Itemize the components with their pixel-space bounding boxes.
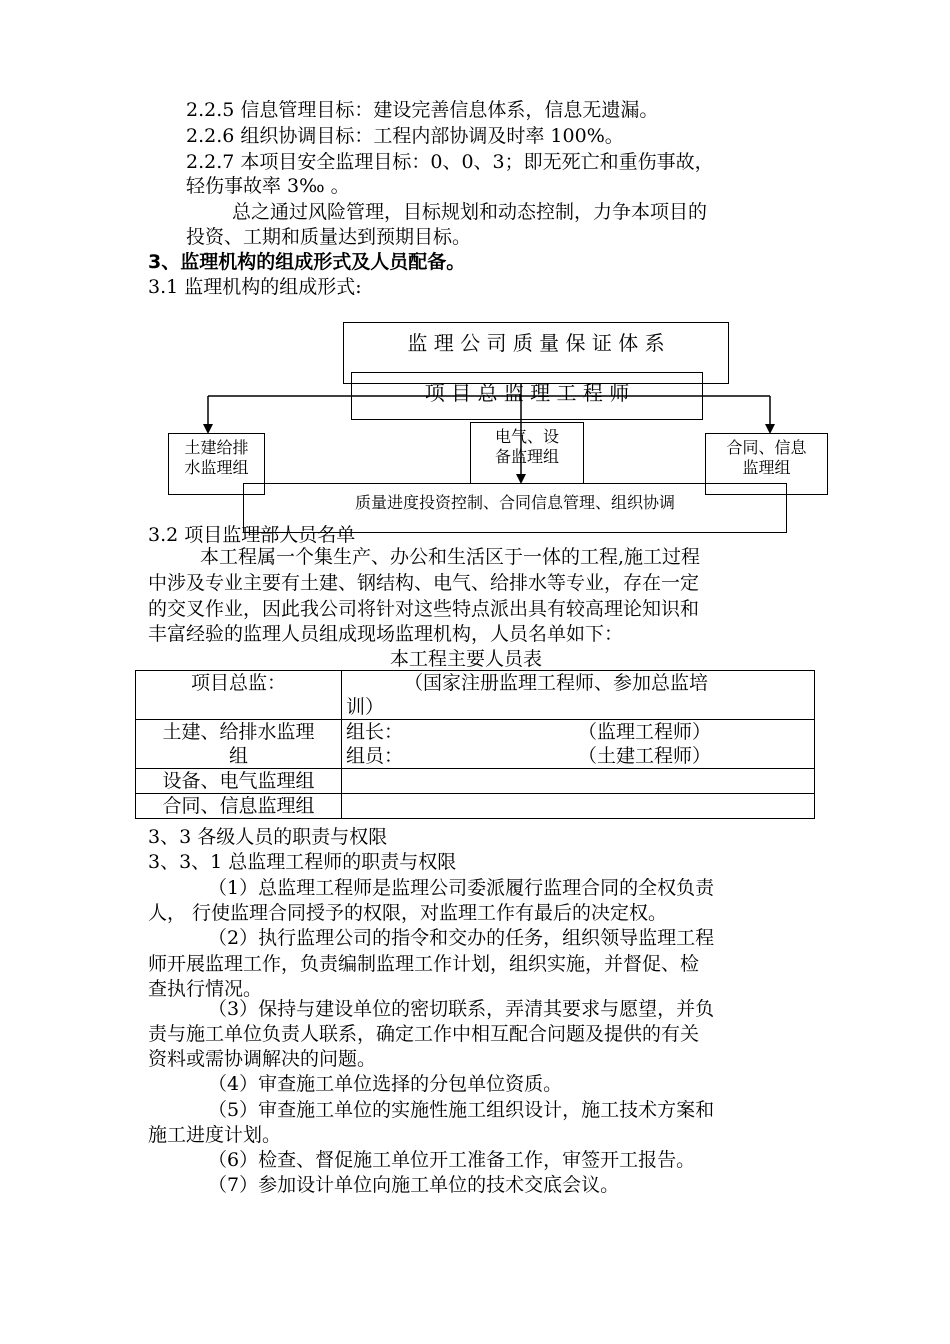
control-coordination-label: 质量进度投资控制、合同信息管理、组织协调 xyxy=(354,493,675,512)
civil-drainage-group-label: 土建给排 水监理组 xyxy=(184,438,249,477)
duty-2-line-1: （2）执行监理公司的指令和交办的任务，组织领导监理工程 xyxy=(208,927,715,949)
para-3-2-line-4: 丰富经验的监理人员组成现场监理机构，人员名单如下： xyxy=(148,623,624,645)
duty-1-line-1: （1）总监理工程师是监理公司委派履行监理合同的全权负责 xyxy=(208,877,715,899)
duty-5-line-1: （5）审查施工单位的实施性施工组织设计，施工技术方案和 xyxy=(208,1099,715,1121)
duty-2-line-3: 查执行情况。 xyxy=(148,978,263,1000)
quality-assurance-system-label: 监 理 公 司 质 量 保 证 体 系 xyxy=(407,331,665,355)
section-3-heading: 3、监理机构的组成形式及人员配备。 xyxy=(148,251,466,273)
table-cell: （国家注册监理工程师、参加总监培 训） xyxy=(342,671,815,720)
duty-1-line-2: 人， 行使监理合同授予的权限，对监理工作有最后的决定权。 xyxy=(148,902,668,924)
table-cell: 组长： （监理工程师） 组员： （土建工程师） xyxy=(342,720,815,769)
duty-4: （4）审查施工单位选择的分包单位资质。 xyxy=(208,1073,563,1095)
table-cell: 土建、给排水监理 组 xyxy=(136,720,342,769)
goal-safety: 2.2.7 本项目安全监理目标：0、0、3；即无死亡和重伤事故， xyxy=(186,151,714,173)
summary-line-1: 总之通过风险管理，目标规划和动态控制，力争本项目的 xyxy=(232,201,708,223)
staff-table-caption: 本工程主要人员表 xyxy=(390,648,543,670)
section-3-1-heading: 3.1 监理机构的组成形式: xyxy=(148,276,362,298)
para-3-2-line-3: 的交叉作业，因此我公司将针对这些特点派出具有较高理论知识和 xyxy=(148,598,700,620)
table-cell: 设备、电气监理组 xyxy=(136,769,342,794)
goal-coordination: 2.2.6 组织协调目标：工程内部协调及时率 100%。 xyxy=(186,125,624,147)
table-row xyxy=(136,769,815,794)
section-3-2-heading: 3.2 项目监理部人员名单 xyxy=(148,524,356,546)
table-row xyxy=(136,671,815,720)
section-3-3-heading: 3、3 各级人员的职责与权限 xyxy=(148,826,388,848)
para-3-2-line-1: 本工程属一个集生产、办公和生活区于一体的工程,施工过程 xyxy=(200,546,701,568)
duty-7: （7）参加设计单位向施工单位的技术交底会议。 xyxy=(208,1174,620,1196)
table-row xyxy=(136,720,815,769)
table-row xyxy=(136,794,815,819)
goal-info-management: 2.2.5 信息管理目标：建设完善信息体系，信息无遗漏。 xyxy=(186,99,659,121)
duty-2-line-2: 师开展监理工作，负责编制监理工作计划，组织实施，并督促、检 xyxy=(148,953,700,975)
section-3-3-1-heading: 3、3、1 总监理工程师的职责与权限 xyxy=(148,851,457,873)
staff-table xyxy=(135,670,815,819)
goal-safety-cont: 轻伤事故率 3‰ 。 xyxy=(186,175,350,197)
table-cell: 项目总监： xyxy=(136,671,342,720)
contract-info-group-label: 合同、信息 监理组 xyxy=(726,438,807,477)
table-cell xyxy=(342,794,815,819)
duty-6: （6）检查、督促施工单位开工准备工作，审签开工报告。 xyxy=(208,1149,696,1171)
duty-5-line-2: 施工进度计划。 xyxy=(148,1124,282,1146)
summary-line-2: 投资、工期和质量达到预期目标。 xyxy=(186,226,472,248)
para-3-2-line-2: 中涉及专业主要有土建、钢结构、电气、给排水等专业，存在一定 xyxy=(148,572,700,594)
table-cell: 合同、信息监理组 xyxy=(136,794,342,819)
duty-3-line-2: 责与施工单位负责人联系，确定工作中相互配合问题及提供的有关 xyxy=(148,1023,700,1045)
table-cell xyxy=(342,769,815,794)
duty-3-line-1: （3）保持与建设单位的密切联系，弄清其要求与愿望，并负 xyxy=(208,998,715,1020)
electrical-equipment-group-label: 电气、设 备监理组 xyxy=(494,427,559,466)
duty-3-line-3: 资料或需协调解决的问题。 xyxy=(148,1048,377,1070)
chief-engineer-label: 项 目 总 监 理 工 程 师 xyxy=(424,381,630,405)
